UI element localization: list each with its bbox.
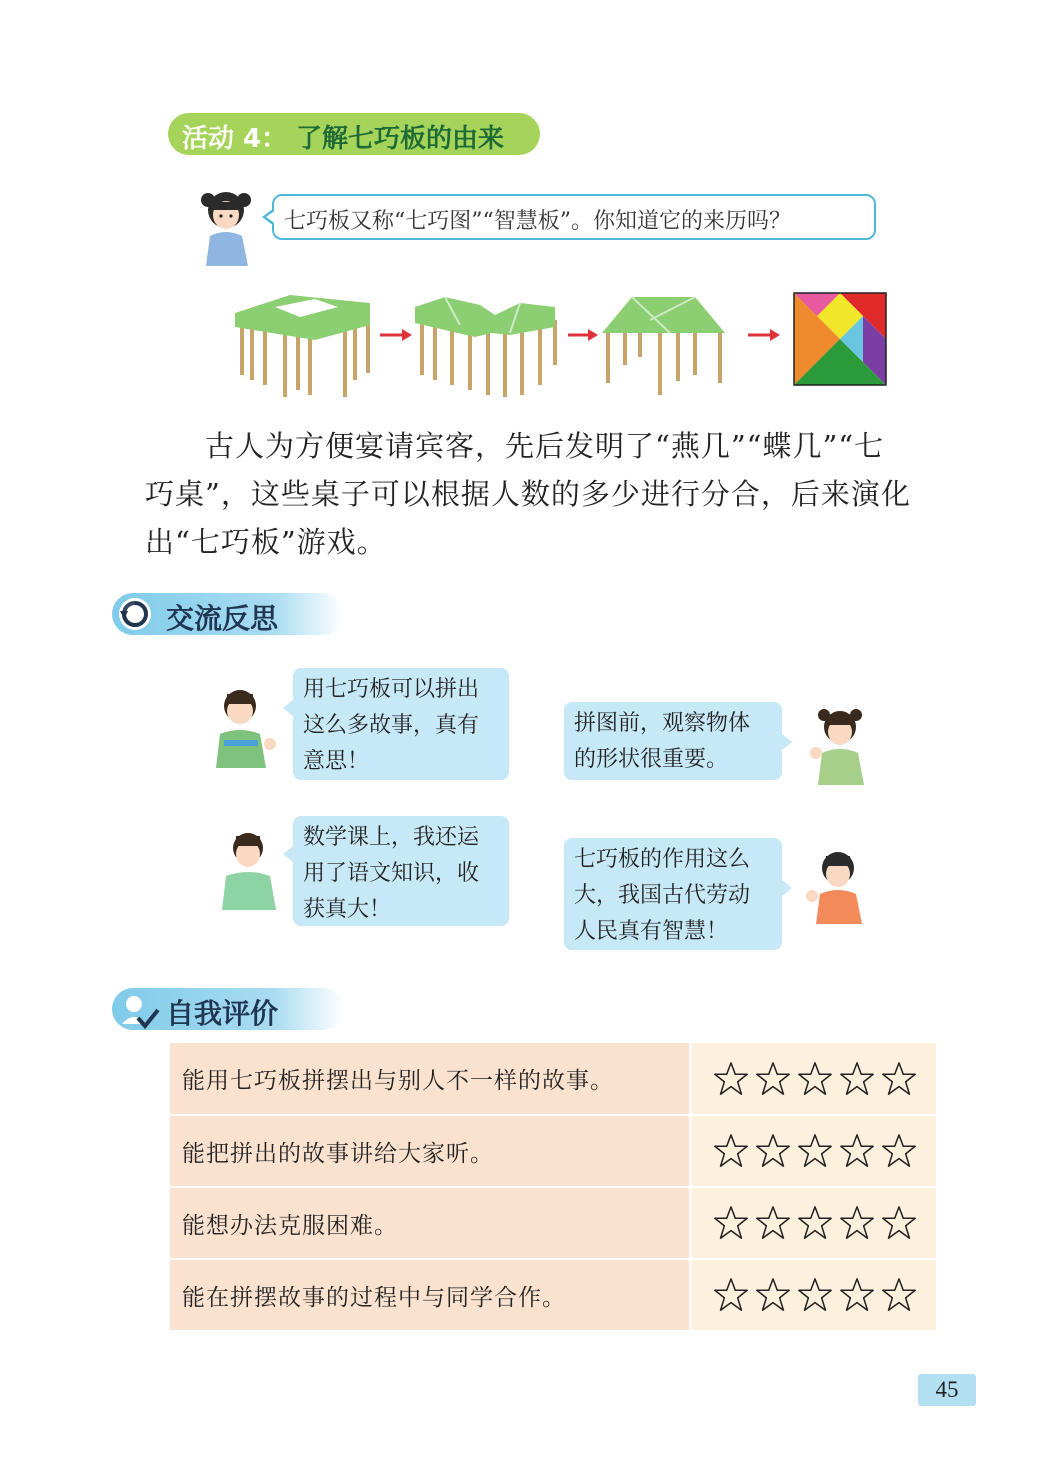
bubble-line: 用了语文知识，收 [303,861,480,886]
girl-figure [196,188,258,266]
eval-stars [690,1043,936,1115]
bubble-line: 这么多故事，真有 [303,713,480,738]
yanji-table-illustration [235,295,370,397]
star-icon[interactable] [838,1132,876,1170]
star-icon[interactable] [712,1276,750,1314]
self-eval-section-header [112,988,344,1030]
dieji-table-illustration [415,297,555,397]
eval-stars [690,1115,936,1187]
paragraph-line: 巧桌”，这些桌子可以根据人数的多少进行分合，后来演化 [145,477,911,511]
history-paragraph [145,422,970,566]
bubble-line: 用七巧板可以拼出 [303,677,480,702]
eval-criterion: 能用七巧板拼摆出与别人不一样的故事。 [170,1043,690,1115]
self-eval-title: 自我评价 [166,997,279,1030]
reflect-title: 交流反思 [166,602,279,635]
activity-label: 活动 4： [182,124,288,154]
boy-figure [218,828,278,910]
self-eval-table [170,1043,936,1332]
star-icon[interactable] [880,1060,918,1098]
speech-bubble [293,668,509,780]
eval-stars [690,1187,936,1259]
refresh-icon [118,597,152,631]
star-icon[interactable] [838,1060,876,1098]
eval-row [170,1043,936,1115]
star-icon[interactable] [796,1132,834,1170]
page-number: 45 [918,1374,976,1406]
star-icon[interactable] [796,1060,834,1098]
speech-bubble [564,702,782,780]
reflect-section-header [112,593,344,635]
star-icon[interactable] [754,1060,792,1098]
star-icon[interactable] [712,1060,750,1098]
boy-figure [210,684,276,768]
qiqiaozhuo-table-illustration [602,297,725,395]
eval-criterion: 能在拼摆故事的过程中与同学合作。 [170,1259,690,1331]
star-icon[interactable] [754,1132,792,1170]
star-icon[interactable] [838,1204,876,1242]
speech-bubble [564,838,782,950]
eval-criterion: 能把拼出的故事讲给大家听。 [170,1115,690,1187]
person-check-icon [118,992,162,1032]
bubble-tail [283,846,293,862]
eval-row [170,1259,936,1331]
star-icon[interactable] [754,1204,792,1242]
bubble-line: 获真大！ [303,897,392,922]
girl-figure [806,705,872,785]
tangram-square-icon [794,293,886,385]
bubble-tail [283,700,293,716]
bubble-line: 七巧板的作用这么 [574,847,751,872]
bubble-line: 数学课上，我还运 [303,825,480,850]
speech-bubble [293,816,509,926]
paragraph-line: 古人为方便宴请宾客，先后发明了“燕几”“蝶几”“七 [205,429,885,463]
star-icon[interactable] [796,1204,834,1242]
star-icon[interactable] [712,1204,750,1242]
bubble-line: 的形状很重要。 [574,747,729,772]
girl-figure [802,848,868,924]
star-icon[interactable] [880,1204,918,1242]
eval-row [170,1187,936,1259]
bubble-line: 拼图前，观察物体 [574,711,751,736]
red-arrow-icon [380,329,412,341]
bubble-line: 人民真有智慧！ [574,919,729,944]
star-icon[interactable] [796,1276,834,1314]
bubble-tail [782,880,792,896]
bubble-tail [782,734,792,750]
bubble-line: 大，我国古代劳动 [574,883,751,908]
intro-speech-text: 七巧板又称“七巧图”“智慧板”。你知道它的来历吗？ [284,209,791,234]
table-evolution-illustration [230,285,895,405]
bubble-line: 意思！ [303,749,370,774]
intro-speech-bubble [272,194,876,240]
eval-criterion: 能想办法克服困难。 [170,1187,690,1259]
star-icon[interactable] [754,1276,792,1314]
eval-row [170,1115,936,1187]
star-icon[interactable] [838,1276,876,1314]
star-icon[interactable] [880,1276,918,1314]
activity-title: 了解七巧板的由来 [296,124,505,154]
star-icon[interactable] [712,1132,750,1170]
eval-stars [690,1259,936,1331]
star-icon[interactable] [880,1132,918,1170]
activity-header [168,113,540,155]
paragraph-line: 出“七巧板”游戏。 [145,525,387,559]
